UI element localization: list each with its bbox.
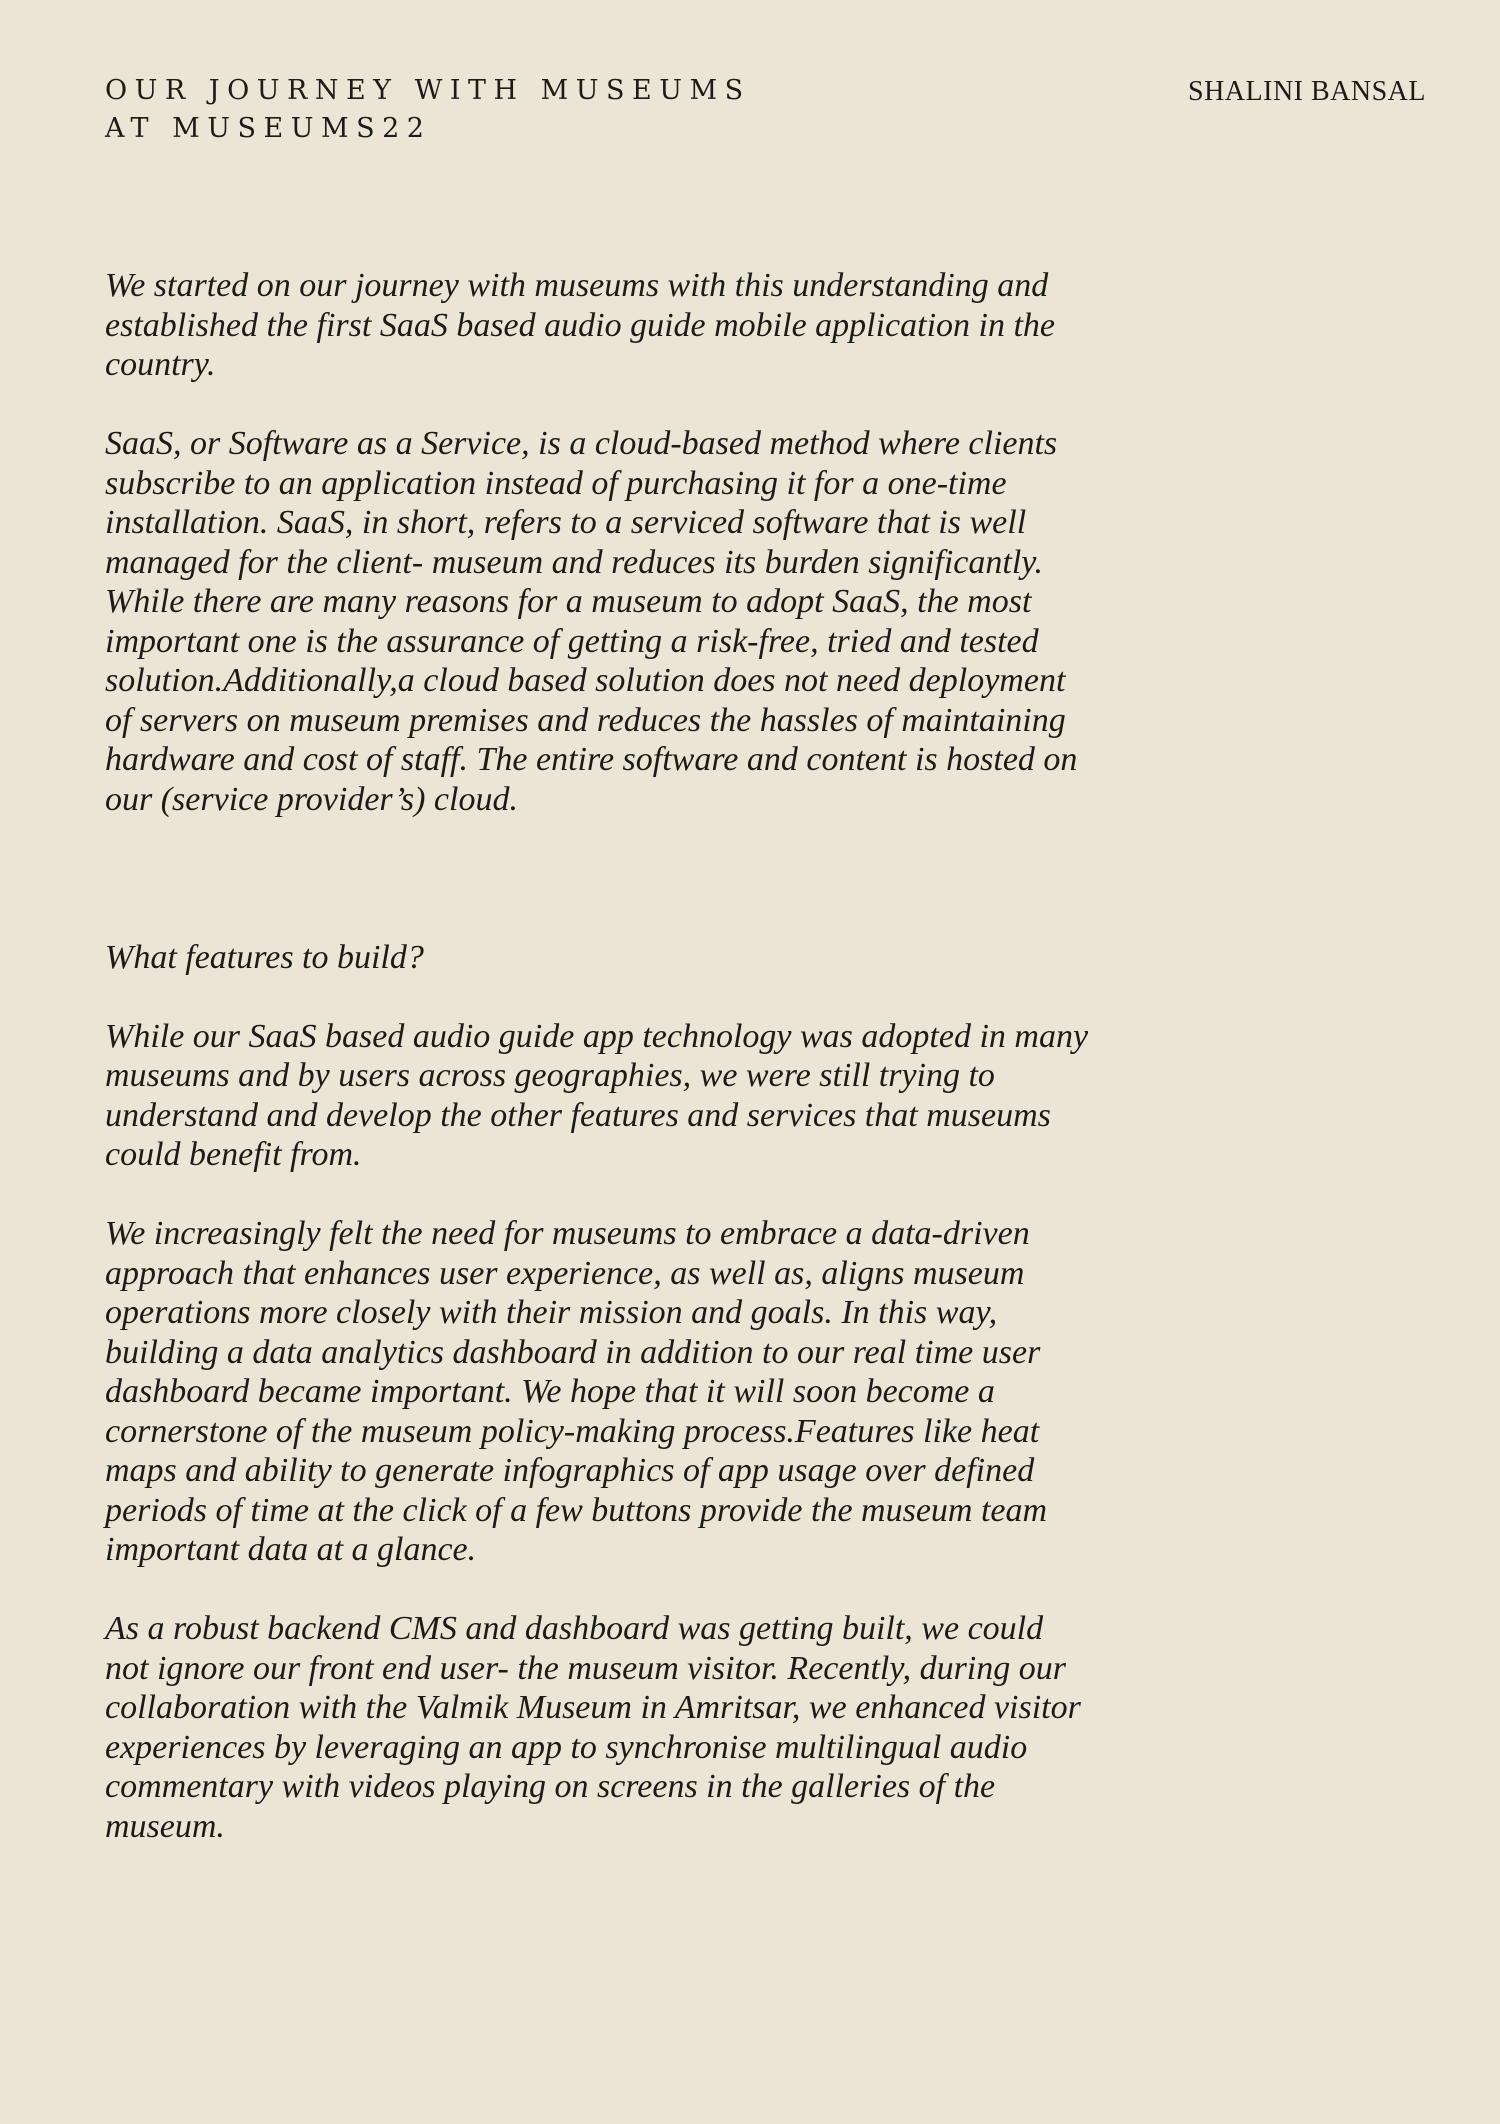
document-title: [105, 72, 751, 148]
paragraph-saas: SaaS, or Software as a Service, is a cloud-based method where clients subscribe to an application instead of purchasing it for a one-time installation. SaaS, in short, refers to a serviced software that is well managed for the client- museum and reduces its burden significantly. While there are many reasons for a museum to adopt SaaS, the most important one is the assurance of getting a risk-free, tried and tested solution.Additionally,a cloud based solution does not need deployment of servers on museum premises and reduces the hassles of maintaining hardware and cost of staff. The entire software and content is hosted on our (service provider’s) cloud.: [105, 425, 1078, 818]
paragraph-intro: We started on our journey with museums with this understanding and established the first SaaS based audio guide mobile application in the country.: [105, 267, 1056, 383]
paragraph-visitor: As a robust backend CMS and dashboard was getting built, we could not ignore our front end user- the museum visitor. Recently, during our collaboration with the Valmik Museum in Amritsar, we enhanced visitor experiences by leveraging an app to synchronise multilingual audio commentary with videos playing on screens in the galleries of the museum.: [105, 1610, 1081, 1845]
author-name: SHALINI BANSAL: [1188, 76, 1426, 107]
section-heading: What features to build?: [105, 938, 424, 976]
paragraph-data-driven: We increasingly felt the need for museums to embrace a data-driven approach that enhances user experience, as well as, aligns museum operations more closely with their mission and goals. In this way, building a data analytics dashboard in addition to our real time user dashboard became important. We hope that it will soon become a cornerstone of the museum policy-making process.Features like heat maps and ability to generate infographics of app usage over defined periods of time at the click of a few buttons provide the museum team important data at a glance.: [105, 1215, 1048, 1568]
paragraph-adoption: While our SaaS based audio guide app technology was adopted in many museums and by users across geographies, we were still trying to understand and develop the other features and services that museums could benefit from.: [105, 1017, 1089, 1173]
article-body: [105, 266, 1095, 1846]
title-line-2: AT MUSEUMS22: [105, 113, 432, 144]
title-line-1: OUR JOURNEY WITH MUSEUMS: [105, 75, 751, 106]
